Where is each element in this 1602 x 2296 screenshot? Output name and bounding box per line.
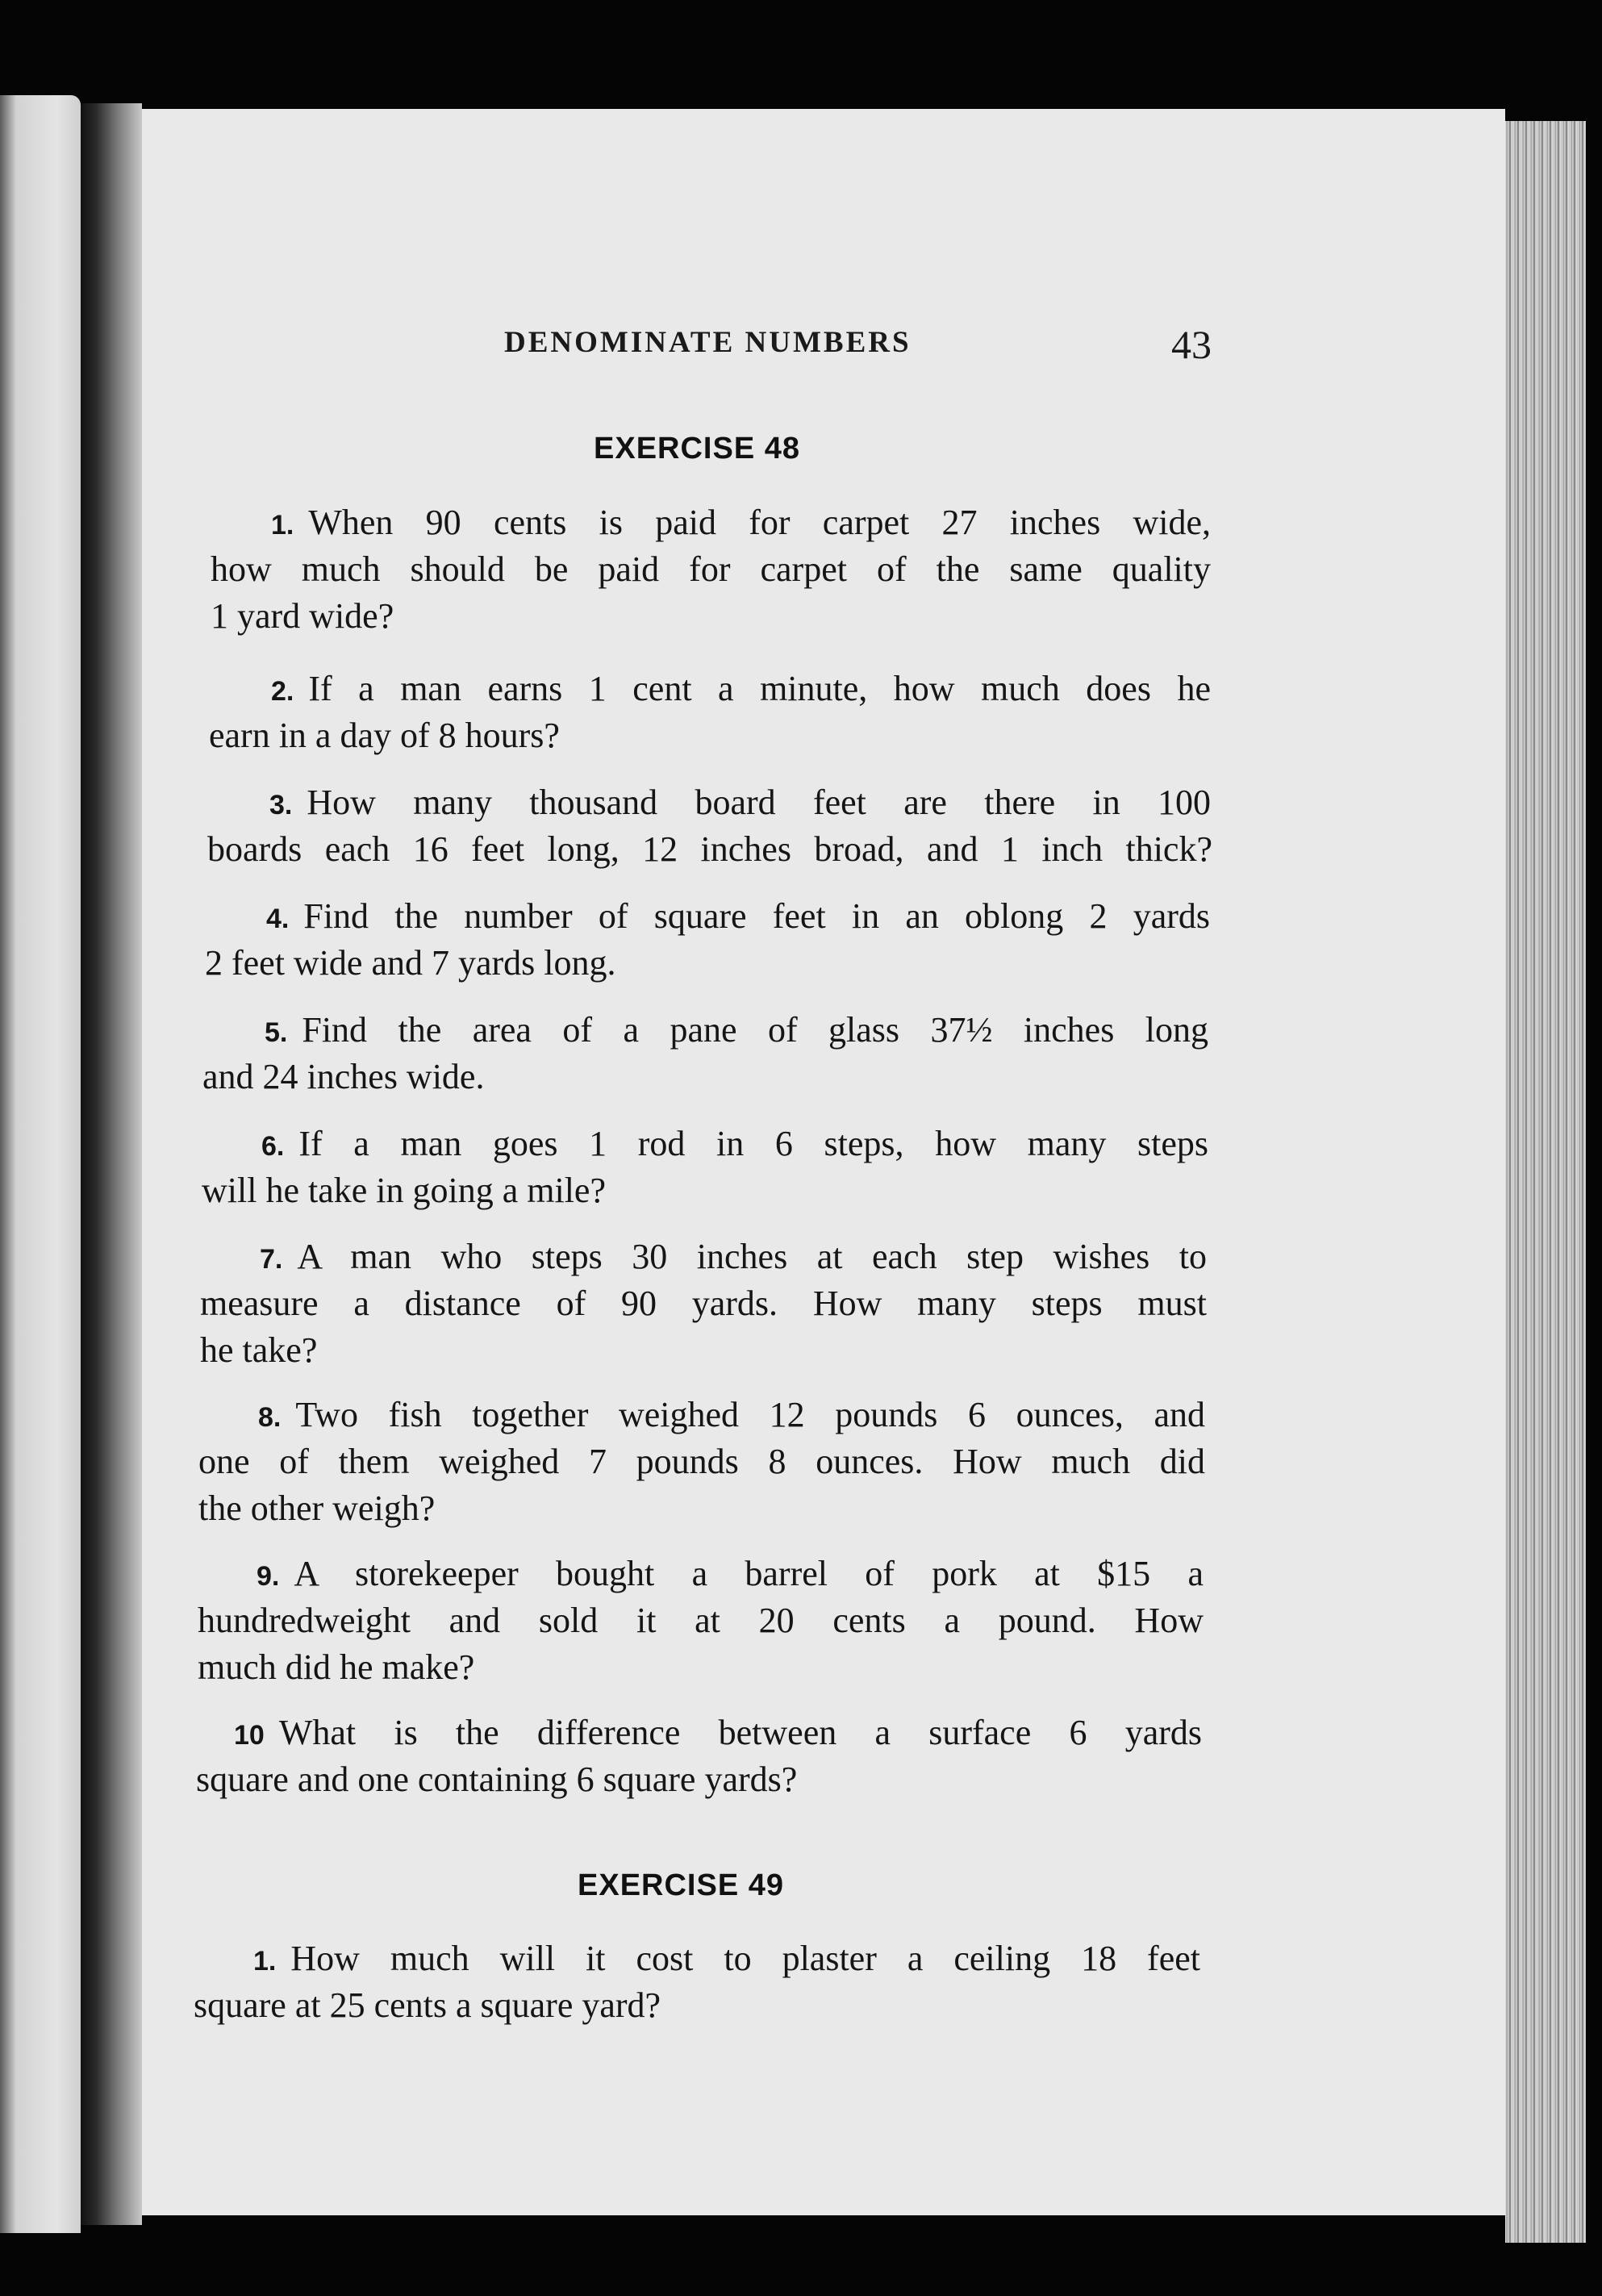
problem-line: boards each 16 feet long, 12 inches broad, and 1 inch thick? xyxy=(207,829,1212,869)
problem-line: measure a distance of 90 yards. How many steps must xyxy=(200,1284,1207,1323)
book-gutter xyxy=(81,103,142,2225)
problem-number: 10 xyxy=(234,1720,265,1751)
page-number: 43 xyxy=(1171,322,1212,367)
problem-line: 9. A storekeeper bought a barrel of pork at $15 a xyxy=(257,1554,1204,1593)
problem-line: 1. How much will it cost to plaster a ceiling 18 feet xyxy=(253,1939,1200,1978)
problem-line: one of them weighed 7 pounds 8 ounces. How much did xyxy=(198,1442,1205,1481)
problem-line: 5. Find the area of a pane of glass 37½ inches long xyxy=(265,1010,1208,1050)
problem-line: he take? xyxy=(200,1330,318,1370)
problem-number: 7. xyxy=(260,1244,283,1275)
problem-line: the other weigh? xyxy=(198,1488,436,1528)
problem-line: much did he make? xyxy=(198,1647,475,1687)
problem-line: 7. A man who steps 30 inches at each step wishes to xyxy=(260,1237,1207,1276)
problem-line: 2. If a man earns 1 cent a minute, how much does he xyxy=(271,669,1211,708)
running-header: DENOMINATE NUMBERS xyxy=(504,326,912,359)
problem-number: 9. xyxy=(257,1561,280,1592)
problem-line: 6. If a man goes 1 rod in 6 steps, how many steps xyxy=(261,1124,1208,1163)
problem-line: square at 25 cents a square yard? xyxy=(194,1985,661,2025)
problem-line: how much should be paid for carpet of the same quality xyxy=(211,549,1211,589)
problem-number: 2. xyxy=(271,676,294,707)
problem-line: will he take in going a mile? xyxy=(202,1171,606,1210)
problem-line: 3. How many thousand board feet are there in 100 xyxy=(269,783,1211,822)
problem-number: 1. xyxy=(253,1946,277,1977)
problem-line: 1. When 90 cents is paid for carpet 27 inches wide, xyxy=(271,503,1211,542)
exercise-heading-text: EXERCISE 49 xyxy=(578,1868,784,1902)
problem-line: and 24 inches wide. xyxy=(202,1057,485,1096)
problem-line: 2 feet wide and 7 yards long. xyxy=(205,943,616,983)
problem-number: 3. xyxy=(269,790,293,820)
problem-line: 8. Two fish together weighed 12 pounds 6 ounces, and xyxy=(258,1395,1205,1434)
problem-line: hundredweight and sold it at 20 cents a pound. How xyxy=(198,1601,1204,1640)
problem-line: 10 What is the difference between a surface 6 yards xyxy=(234,1713,1202,1752)
page-stack-edge xyxy=(1505,121,1586,2243)
problem-number: 6. xyxy=(261,1131,285,1162)
problem-line: square and one containing 6 square yards? xyxy=(196,1760,798,1799)
previous-page-edge xyxy=(0,95,81,2233)
problem-number: 4. xyxy=(266,904,290,934)
problem-line: earn in a day of 8 hours? xyxy=(209,716,560,755)
problem-number: 5. xyxy=(265,1017,288,1048)
problem-line: 1 yard wide? xyxy=(211,596,394,636)
exercise-heading-text: EXERCISE 48 xyxy=(594,432,800,465)
problem-number: 1. xyxy=(271,510,294,541)
problem-line: 4. Find the number of square feet in an oblong 2 yards xyxy=(266,896,1210,936)
problem-number: 8. xyxy=(258,1402,282,1433)
